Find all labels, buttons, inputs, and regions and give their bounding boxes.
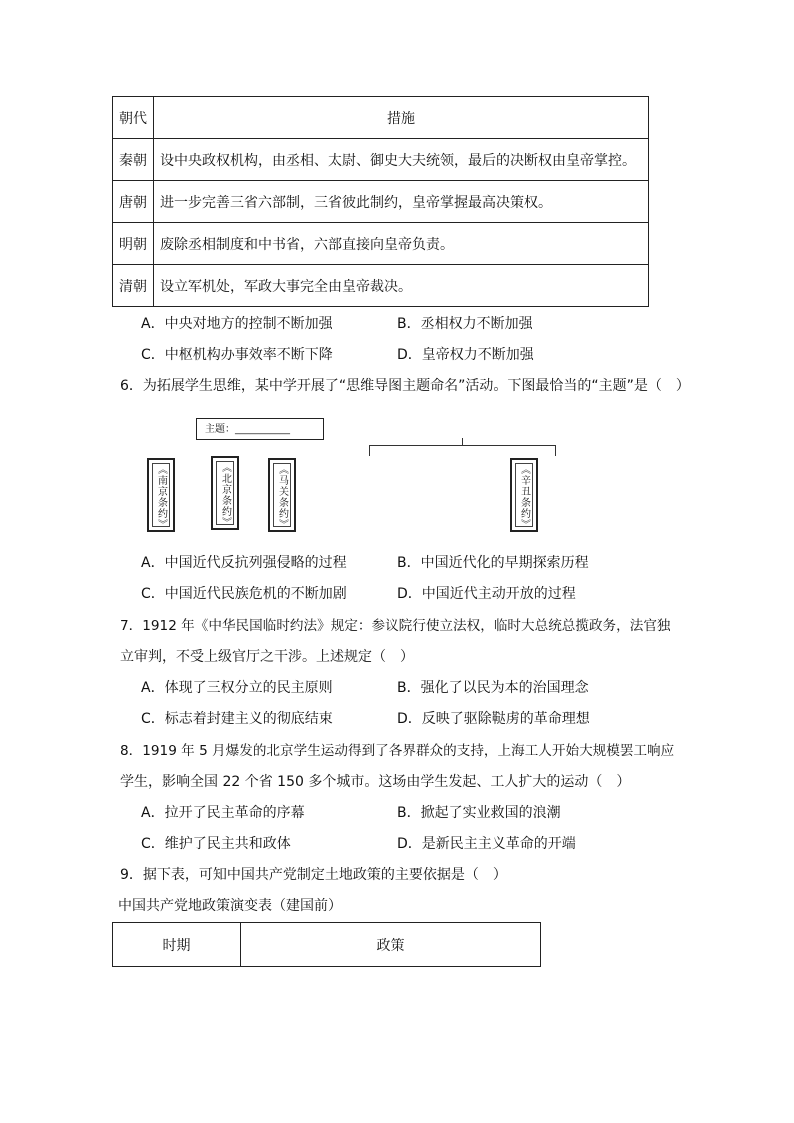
q6-option-a: A．中国近代反抗列强侵略的过程	[141, 555, 347, 571]
q7-option-b: B．强化了以民为本的治国理念	[397, 680, 589, 696]
table-cell: 设立军机处，军政大事完全由皇帝裁决。	[154, 265, 649, 307]
treaty-label: 《辛丑条约》	[515, 463, 533, 527]
q8-option-d: D．是新民主主义革命的开端	[397, 836, 576, 852]
topic-box: 主题：___________	[196, 418, 324, 440]
dynasty-measures-table	[112, 96, 649, 307]
table-row	[113, 181, 649, 223]
table-header-cell: 朝代	[113, 97, 154, 139]
table-header-row	[113, 97, 649, 139]
q7-option-a: A．体现了三权分立的民主原则	[141, 680, 333, 696]
q6-option-d: D．中国近代主动开放的过程	[397, 586, 576, 602]
table-row	[113, 223, 649, 265]
table-header-row	[113, 923, 541, 967]
q7-option-c: C．标志着封建主义的彻底结束	[141, 711, 333, 727]
table-cell: 废除丞相制度和中书省，六部直接向皇帝负责。	[154, 223, 649, 265]
table-row	[113, 265, 649, 307]
treaty-scroll-maguan	[268, 458, 296, 532]
q6-option-b: B．中国近代化的早期探索历程	[397, 555, 589, 571]
q9-table-title: 中国共产党地政策演变表（建国前）	[118, 898, 342, 914]
q8-option-a: A．拉开了民主革命的序幕	[141, 805, 305, 821]
treaty-scroll-nanjing	[147, 458, 175, 532]
q8-stem-line2: 学生，影响全国 22 个省 150 多个城市。这场由学生发起、工人扩大的运动（ ）	[120, 774, 631, 790]
q9-stem: 9．据下表，可知中国共产党制定土地政策的主要依据是（ ）	[120, 867, 507, 883]
q6-option-c: C．中国近代民族危机的不断加剧	[141, 586, 347, 602]
table-cell: 明朝	[113, 223, 154, 265]
q5-option-a: A．中央对地方的控制不断加强	[141, 316, 333, 332]
table-row	[113, 139, 649, 181]
land-policy-table	[112, 922, 541, 967]
q7-option-d: D．反映了驱除鞑虏的革命理想	[397, 711, 590, 727]
table-cell: 清朝	[113, 265, 154, 307]
q5-option-d: D．皇帝权力不断加强	[397, 347, 534, 363]
table-cell: 秦朝	[113, 139, 154, 181]
table-cell: 进一步完善三省六部制，三省彼此制约，皇帝掌握最高决策权。	[154, 181, 649, 223]
table-cell: 设中央政权机构，由丞相、太尉、御史大夫统领，最后的决断权由皇帝掌控。	[154, 139, 649, 181]
q8-option-c: C．维护了民主共和政体	[141, 836, 291, 852]
q8-option-b: B．掀起了实业救国的浪潮	[397, 805, 561, 821]
treaty-scroll-beijing	[211, 456, 239, 530]
treaty-label: 《马关条约》	[273, 463, 291, 527]
q5-option-b: B．丞相权力不断加强	[397, 316, 533, 332]
table-cell: 唐朝	[113, 181, 154, 223]
bracket-right-tick	[555, 445, 556, 456]
q7-stem-line1: 7．1912 年《中华民国临时约法》规定：参议院行使立法权，临时大总统总揽政务，法官独	[120, 618, 671, 634]
bracket-center-tick	[462, 438, 463, 446]
table-header-cell: 政策	[241, 923, 541, 967]
q5-option-c: C．中枢机构办事效率不断下降	[141, 347, 333, 363]
treaty-label: 《北京条约》	[216, 461, 234, 525]
q8-stem-line1: 8．1919 年 5 月爆发的北京学生运动得到了各界群众的支持，上海工人开始大规模罢工响应	[120, 743, 675, 759]
table-header-cell: 措施	[154, 97, 649, 139]
treaty-label: 《南京条约》	[152, 463, 170, 527]
bracket-left-tick	[369, 445, 370, 456]
table-header-cell: 时期	[113, 923, 241, 967]
treaty-scroll-xinchou	[510, 458, 538, 532]
q7-stem-line2: 立审判，不受上级官厅之干涉。上述规定（ ）	[120, 649, 414, 665]
q6-stem: 6．为拓展学生思维，某中学开展了“思维导图主题命名”活动。下图最恰当的“主题”是（ ）	[120, 378, 690, 394]
